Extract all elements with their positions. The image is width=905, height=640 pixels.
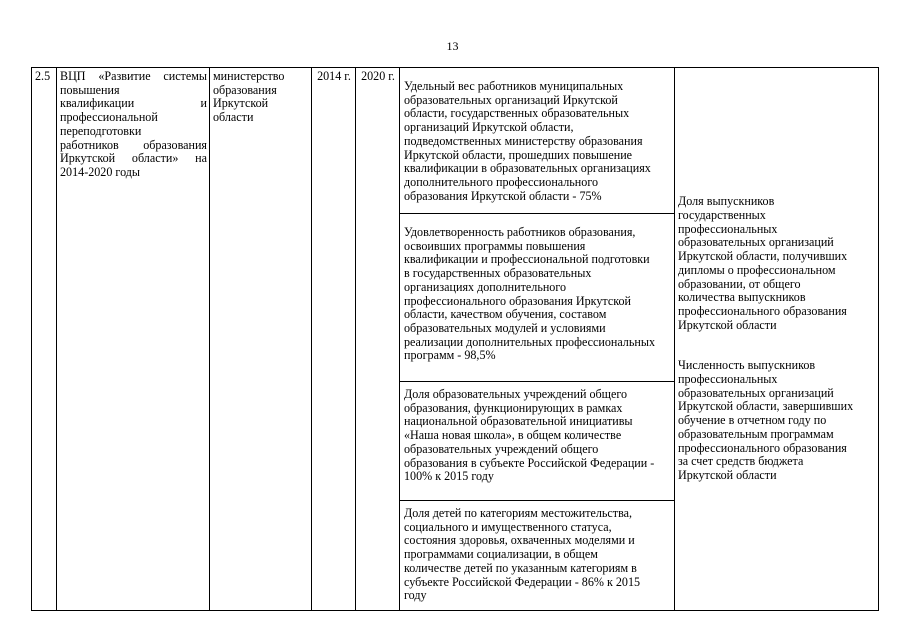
result-line: государственных [678, 208, 766, 223]
indicator-line: национальной образовательной инициативы [404, 414, 633, 429]
indicator-line: Доля образовательных учреждений общего [404, 387, 628, 401]
indicator-line: образования, функционирующих в рамках [404, 400, 623, 415]
year-end: 2020 г. [356, 68, 400, 611]
program-line: переподготовки [60, 123, 142, 138]
indicator-line: Иркутской области, прошедших повышение [404, 147, 633, 162]
indicator-line: квалификации и профессиональной подготовки [404, 252, 650, 267]
indicator-line: Доля детей по категориям местожительства, [404, 506, 633, 520]
result-line: профессионального образования [678, 303, 847, 318]
indicator-line: организаций Иркутской области, [404, 120, 574, 135]
indicator-line: количестве детей по указанным категориям в [404, 560, 637, 575]
executor-line: области [213, 110, 254, 125]
program-line: квалификации и [60, 96, 207, 111]
program-name [57, 68, 210, 611]
indicator-cell [400, 68, 675, 214]
indicator-line: субъекте Российской Федерации - 86% к 2015 [404, 574, 641, 589]
indicator-line: образования Иркутской области - 75% [404, 188, 602, 203]
executor-line: министерство [213, 69, 285, 83]
indicator-line: образовательных учреждений общего [404, 441, 599, 456]
result-line: Доля выпускников [678, 194, 775, 209]
program-line: 2014-2020 годы [60, 164, 141, 179]
program-line: ВЦП «Развитие системы [60, 69, 207, 83]
indicator-line: в государственных образовательных [404, 266, 592, 281]
result-line: Иркутской области [678, 467, 777, 482]
result-line: Иркутской области, получивших [678, 249, 848, 264]
result-line: образовательных организаций [678, 235, 834, 250]
result-line: обучение в отчетном году по [678, 413, 827, 428]
executor-line: Иркутской [213, 96, 269, 111]
result-line: образовательных организаций [678, 385, 834, 400]
result-graduates-share [678, 195, 876, 332]
indicator-line: программ - 98,5% [404, 348, 496, 363]
indicator-line: подведомственных министерству образования [404, 133, 643, 148]
executor [210, 68, 312, 611]
result-line: Иркутской области, завершивших [678, 399, 854, 414]
program-line: повышения [60, 82, 120, 97]
indicator-line: Удовлетворенность работников образования, [404, 225, 636, 239]
result-line: образовании, от общего [678, 276, 801, 291]
result-line: профессиональных [678, 372, 778, 387]
indicator-cell [400, 214, 675, 382]
indicator-cell [400, 382, 675, 501]
program-line: профессиональной [60, 110, 158, 125]
result-line: за счет средств бюджета [678, 454, 804, 469]
row-number: 2.5 [32, 68, 57, 611]
indicator-line: дополнительного профессионального [404, 174, 599, 189]
indicator-line: области, качеством обучения, составом [404, 307, 607, 322]
indicator-line: «Наша новая школа», в общем количестве [404, 428, 622, 443]
indicator-line: организациях дополнительного [404, 279, 567, 294]
indicator-line: программами социализации, в общем [404, 547, 598, 562]
results-cell [675, 68, 879, 611]
year-start: 2014 г. [312, 68, 356, 611]
result-graduates-count [678, 359, 876, 482]
indicator-line: состояния здоровья, охваченных моделями и [404, 533, 635, 548]
indicator-line: образовательных организаций Иркутской [404, 92, 618, 107]
result-line: дипломы о профессиональном [678, 262, 836, 277]
indicator-line: году [404, 588, 427, 603]
indicator-line: Удельный вес работников муниципальных [404, 79, 624, 93]
result-line: образовательным программам [678, 426, 834, 441]
indicator-line: образовательных модулей и условиями [404, 320, 606, 335]
result-line: профессиональных [678, 221, 778, 236]
program-line: Иркутской области» на [60, 151, 207, 166]
indicator-line: квалификации в образовательных организациях [404, 161, 651, 176]
result-line: количества выпускников [678, 290, 806, 305]
indicator-line: реализации дополнительных профессиональных [404, 334, 656, 349]
executor-line: образования [213, 82, 277, 97]
indicator-cell [400, 501, 675, 611]
indicator-line: образования в субъекте Российской Федерации - [404, 455, 655, 470]
indicator-line: области, государственных образовательных [404, 106, 630, 121]
result-line: профессионального образования [678, 440, 847, 455]
indicator-line: профессионального образования Иркутской [404, 293, 631, 308]
result-line: Численность выпускников [678, 358, 816, 373]
indicator-line: социального и имущественного статуса, [404, 519, 612, 534]
measures-table [31, 67, 879, 611]
program-line: работников образования [60, 137, 207, 152]
result-line: Иркутской области [678, 317, 777, 332]
page-number: 13 [446, 39, 459, 53]
indicator-line: 100% к 2015 году [404, 469, 494, 484]
indicator-line: освоивших программы повышения [404, 238, 586, 253]
table-row [32, 68, 879, 214]
